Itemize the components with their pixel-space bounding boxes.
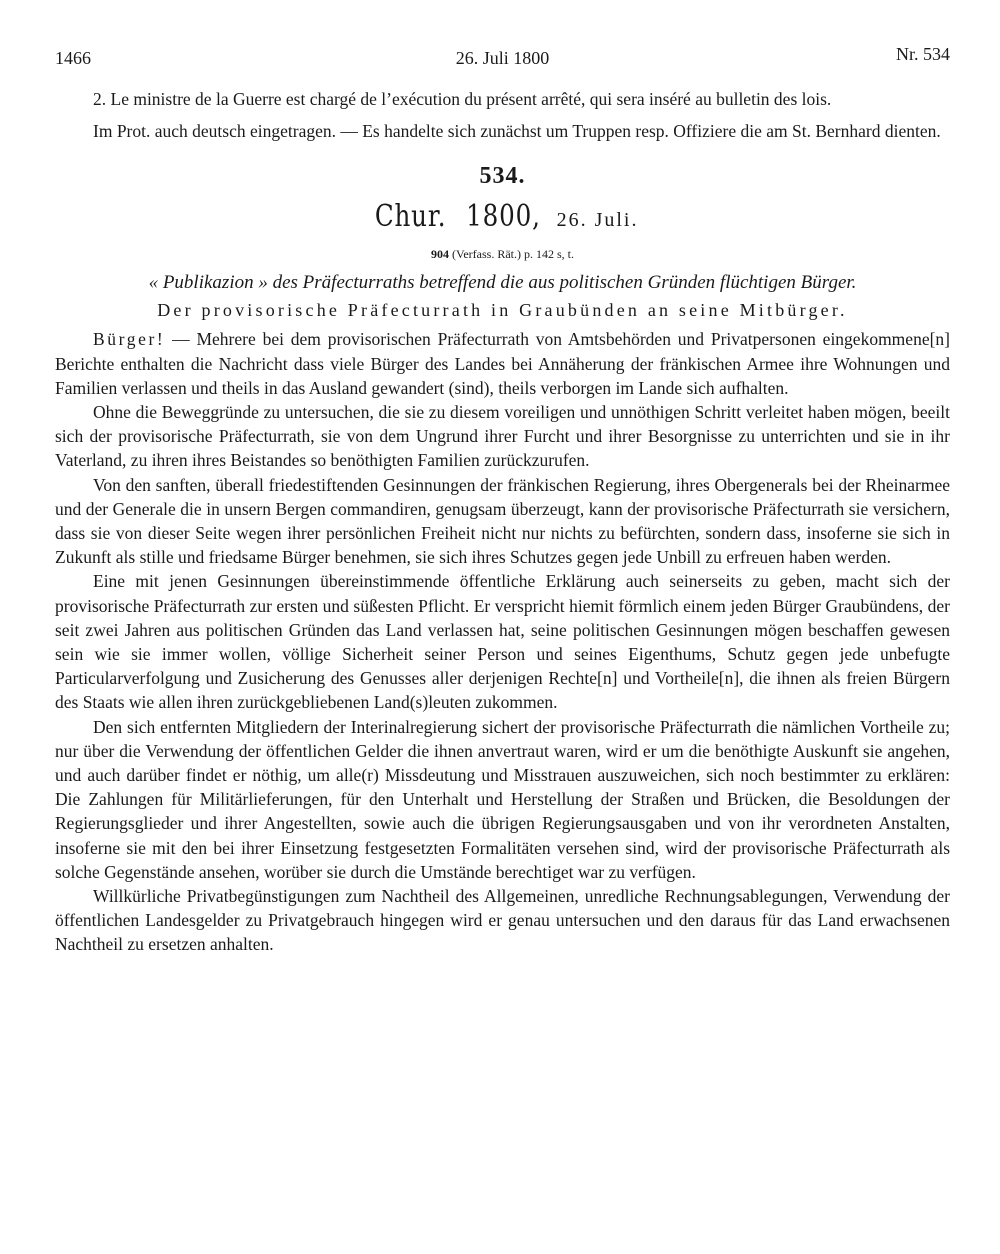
running-head — [55, 40, 950, 70]
preceding-note: Im Prot. auch deutsch eingetragen. — Es handelte sich zunächst um Truppen resp. Offiziere die am St. Bernhard dienten. — [93, 121, 941, 142]
document-year: 1800, — [465, 199, 541, 235]
source-number: 904 — [431, 247, 449, 262]
document-date: 26. Juli. — [556, 209, 639, 232]
source-detail: (Verfass. Rät.) p. 142 s, t. — [449, 247, 574, 262]
salutation: Bürger! — [93, 329, 166, 350]
paragraph-1-text: — Mehrere bei dem provisorischen Präfecturrath von Amtsbehörden und Privatpersonen eingekommene[n] Berichte enthalten die Nachricht dass viele Bürger des Landes bei Annäherung der fränkischen Armee ihre Wohnungen und Familien verlassen und theils in das Ausland gewandert (sind), theils verborgen im Lande sich aufhalten. — [55, 329, 950, 398]
document-place-date — [55, 198, 950, 241]
document-reference: Nr. 534 — [896, 44, 950, 64]
page-number: 1466 — [55, 48, 91, 68]
paragraph-6: Willkürliche Privatbegünstigungen zum Nachtheil des Allgemeinen, unredliche Rechnungsablegungen, Verwendung der öffentlichen Landesgelder zu Privatgebrauch hingegen wird er genau untersuchen und den daraus für das Land erwachsenen Nachtheil zu ersetzen anhalten. — [55, 886, 950, 955]
document-place: Chur. — [374, 199, 446, 235]
source-reference — [55, 247, 950, 262]
document-number: 534. — [479, 163, 526, 190]
paragraph-5: Den sich entfernten Mitgliedern der Interinalregierung sichert der provisorische Präfecturrath die nämlichen Vortheile zu; nur über die Verwendung der öffentlichen Gelder die ihnen anvertraut waren, wird er um die benöthigte Auskunft sie angehen, und auch darüber findet er nöthig, um alle(r) Missdeutung und Misstrauen auszuweichen, sich noch bestimmter zu erklären: Die Zahlungen für Militärlieferungen, für den Unterhalt und Herstellung der Straßen und Brücken, die Besoldungen der Regierungsglieder und ihrer Angestellten, sowie auch die übrigen Regierungsausgaben und von ihr verordneten Anstalten, insoferne sie mit den bei ihrer Einsetzung festgesetzten Formalitäten versehen sind, wird der provisorische Präfecturrath als solche Gegenstände ansehen, worüber sie durch die Umstände berechtiget war zu verfügen. — [55, 716, 950, 882]
paragraph-1 — [55, 327, 950, 400]
paragraph-4: Eine mit jenen Gesinnungen übereinstimmende öffentliche Erklärung auch seinerseits zu geben, macht sich der provisorische Präfecturrath zur ersten und süßesten Pflicht. Er verspricht hiemit förmlich einem jeden Bürger Graubündens, der seit zwei Jahren aus politischen Gründen das Land verlassen hat, seine politischen Gesinnungen mögen beschaffen gewesen sein wie sie immer wollen, völlige Sicherheit seiner Person und seines Eigenthums, Schutz gegen jede unbefugte Particularverfolgung und Zusicherung des Genusses aller derjenigen Rechte[n] und Vortheile[n], die ihnen als freien Bürgern des Staats wie allen ihren zurückgebliebenen Land(s)leuten zukommen. — [55, 571, 950, 713]
document-heading: Der provisorische Präfecturrath in Graubünden an seine Mitbürger. — [157, 300, 848, 321]
running-head-date: 26. Juli 1800 — [455, 48, 550, 68]
document-page — [55, 40, 950, 957]
document-rubric: « Publikazion » des Präfecturraths betreffend die aus politischen Gründen flüchtigen Bürger. — [148, 272, 857, 294]
paragraph-3: Von den sanften, überall friedestiftenden Gesinnungen der fränkischen Regierung, ihres Obergenerals bei der Rheinarmee und der Generale die in unsern Bergen commandiren, genugsam überzeugt, kann der provisorische Präfecturrath sie versichern, dass sie von dieser Seite wegen ihrer persönlichen Freiheit nicht nur nichts zu befürchten, sondern dass, insoferne sie sich in Zukunft als stille und friedsame Bürger benehmen, sie sich ihres Schutzes gegen jede Unbill zu erfreuen haben werden. — [55, 474, 950, 568]
preceding-paragraph: 2. Le ministre de la Guerre est chargé de l’exécution du présent arrêté, qui sera inséré au bulletin des lois. — [93, 89, 832, 109]
paragraph-2: Ohne die Beweggründe zu untersuchen, die sie zu diesem voreiligen und unnöthigen Schritt verleitet haben mögen, beeilt sich der provisorische Präfecturrath, sie von dem Ungrund ihrer Furcht und ihrer Besorgnisse zu unterrichten und sie in ihr Vaterland, zu ihren ihres Beistandes so benöthigten Familien zurückzurufen. — [55, 402, 950, 471]
